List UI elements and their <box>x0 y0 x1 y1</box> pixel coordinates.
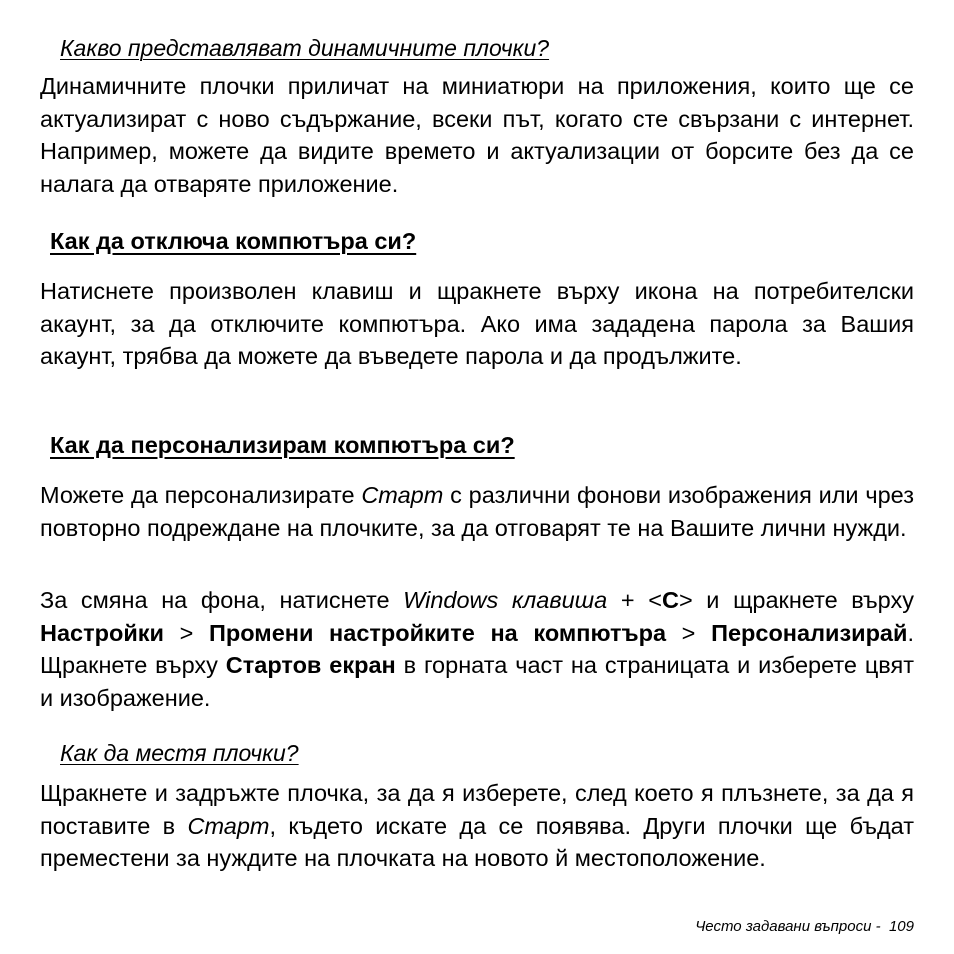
section-live-tiles-body <box>40 70 914 200</box>
start-term: Старт <box>187 812 270 839</box>
text-run: с различни фонови изображения или чрез повторно подреждане на плочките, за да отговарят те на Вашите лични нужди. <box>40 482 914 541</box>
paragraph-live-tiles: Динамичните плочки приличат на миниатюри на приложения, които ще се актуализират с ново съдържание, всеки път, когато сте свързани с интернет. Например, можете да видите времето и актуализации от борсите без да се налага да отваряте приложение. <box>40 73 914 197</box>
start-screen-term: Стартов екран <box>225 652 396 678</box>
paragraph-move-tiles <box>40 777 914 875</box>
paragraph-unlock: Натиснете произволен клавиш и щракнете върху икона на потребителски акаунт, за да отключите компютъра. Ако има зададена парола за Вашия акаунт, трябва да можете да въведете парола и да продължите. <box>40 278 914 369</box>
section-personalize-body <box>40 479 914 544</box>
text-run: За смяна на фона, натиснете <box>40 587 404 613</box>
page-number: 109 <box>888 918 914 935</box>
heading-personalize: Как да персонализирам компютъра си? <box>50 432 515 458</box>
separator: > <box>666 619 712 646</box>
heading-unlock-computer: Как да отключа компютъра си? <box>50 228 417 254</box>
text-run: Можете да персонализирате <box>40 482 362 508</box>
section-unlock-body <box>40 275 914 373</box>
settings-term: Настройки <box>40 619 164 646</box>
text-run: + < <box>607 587 662 613</box>
footer-label: Често задавани въпроси - <box>695 918 881 935</box>
paragraph-personalize-intro <box>40 479 914 544</box>
text-run: в горната част на страницата и изберете цвят и изображение. <box>40 652 915 711</box>
change-pc-settings-term: Промени настройките на компютъра <box>209 619 667 646</box>
heading-move-tiles: Как да местя плочки? <box>60 740 299 766</box>
text-run: Щракнете и задръжте плочка, за да я изберете, след което я плъзнете, за да я поставите в <box>40 780 914 839</box>
heading-live-tiles: Какво представляват динамичните плочки? <box>60 35 550 61</box>
paragraph-change-background <box>40 584 914 714</box>
page-footer <box>695 918 914 935</box>
section-personalize-steps <box>40 584 914 714</box>
personalize-term: Персонализирай <box>711 619 908 646</box>
c-key-term: C <box>661 587 679 613</box>
text-run: > и щракнете върху <box>678 587 914 613</box>
windows-key-term: Windows клавиша <box>403 587 608 613</box>
section-move-tiles-body <box>40 777 914 875</box>
separator: > <box>163 619 210 646</box>
text-run: , където искате да се появява. Други плочки ще бъдат преместени за нуждите на плочката на новото й местоположение. <box>40 812 914 871</box>
start-term: Старт <box>361 482 444 508</box>
text-run: . Щракнете върху <box>40 619 914 678</box>
